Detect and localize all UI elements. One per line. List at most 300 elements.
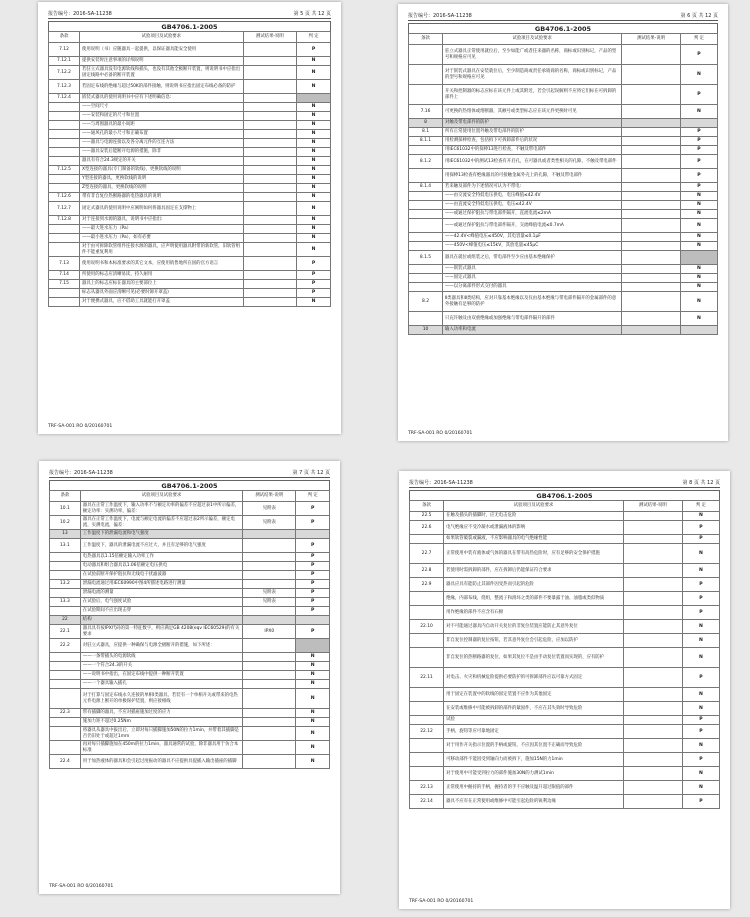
table-row bbox=[49, 66, 331, 80]
verdict-cell: N bbox=[682, 688, 719, 702]
clause-cell bbox=[49, 298, 80, 307]
requirement-cell: ——器具与电源连接以及各分离元件的互连方法 bbox=[80, 139, 244, 148]
table-row bbox=[50, 530, 330, 539]
verdict-cell bbox=[296, 616, 330, 625]
clause-cell: 8.1.2 bbox=[409, 155, 443, 169]
table-header-row bbox=[49, 32, 331, 43]
verdict-cell: P bbox=[296, 553, 330, 562]
table-row bbox=[49, 103, 331, 112]
clause-cell bbox=[409, 65, 443, 85]
verdict-cell bbox=[296, 530, 330, 539]
table-row bbox=[410, 544, 720, 564]
verdict-cell bbox=[297, 94, 331, 103]
result-cell bbox=[623, 725, 682, 739]
result-cell bbox=[243, 571, 296, 580]
verdict-cell: P bbox=[296, 516, 330, 530]
column-header: 条款 bbox=[410, 501, 444, 512]
requirement-cell: 对电击、火灾和机械危险提供必要防护的可拆卸部件应以可靠方式固定 bbox=[444, 668, 624, 688]
table-header-row bbox=[410, 501, 720, 512]
requirement-cell: 在试验后，电气强度试验 bbox=[80, 598, 242, 607]
result-cell bbox=[243, 662, 296, 671]
result-cell: 见附表 bbox=[243, 589, 296, 598]
result-cell bbox=[243, 80, 297, 94]
result-cell bbox=[243, 741, 296, 755]
clause-cell bbox=[50, 589, 81, 598]
verdict-cell: P bbox=[680, 155, 717, 169]
table-row bbox=[50, 755, 330, 769]
verdict-cell: P bbox=[680, 169, 717, 183]
result-cell bbox=[622, 65, 681, 85]
table-row bbox=[49, 243, 331, 257]
verdict-cell: N bbox=[297, 175, 331, 184]
table-row bbox=[409, 169, 718, 183]
table-row bbox=[49, 257, 331, 271]
result-cell bbox=[243, 607, 296, 616]
standard-title: GB4706.1-2005 bbox=[409, 490, 720, 500]
clause-cell: 7.14 bbox=[49, 271, 80, 280]
result-cell bbox=[243, 66, 297, 80]
clause-cell: 22.12 bbox=[410, 725, 444, 739]
table-row bbox=[49, 94, 331, 103]
verdict-cell: N bbox=[680, 105, 717, 119]
table-row bbox=[409, 45, 718, 65]
report-number: 报告编号：2016-SA-11238 bbox=[408, 13, 472, 19]
table-row bbox=[409, 326, 718, 335]
requirement-cell: ——器具安装后能断开电源的措施，除非 bbox=[80, 148, 244, 157]
requirement-cell: 开关和控制器的标志应标在该元件上或其附近，若会引起误解则不应将它们标在可拆卸的部件上 bbox=[442, 85, 621, 105]
clause-cell: 7.15 bbox=[49, 280, 80, 289]
table-row bbox=[50, 589, 330, 598]
clause-cell: 8.2 bbox=[409, 292, 443, 312]
table-row bbox=[50, 616, 330, 625]
clause-cell bbox=[410, 688, 444, 702]
column-header: 试验项目及试验要求 bbox=[80, 32, 244, 43]
result-cell bbox=[623, 592, 682, 606]
clause-cell: 13.2 bbox=[50, 580, 81, 589]
clause-cell bbox=[49, 175, 80, 184]
verdict-cell bbox=[680, 326, 717, 335]
requirement-cell: 泄漏电流通过用IEC60990中图4所描述电路进行测量 bbox=[80, 580, 242, 589]
verdict-cell: P bbox=[297, 280, 331, 289]
result-cell bbox=[623, 716, 682, 725]
verdict-cell bbox=[296, 639, 330, 653]
verdict-cell: N bbox=[680, 201, 717, 210]
page-number: 第 6 页 共 12 页 bbox=[680, 13, 718, 19]
result-cell bbox=[243, 639, 296, 653]
requirement-cell: 可移动部件不能因受到轴向力而被拆下，施加15N的力1min bbox=[444, 753, 624, 767]
verdict-cell: N bbox=[680, 312, 717, 326]
table-row bbox=[49, 280, 331, 289]
requirement-cell: ——一个器具输入插孔 bbox=[80, 680, 242, 689]
clause-cell bbox=[410, 716, 444, 725]
clause-cell bbox=[50, 662, 81, 671]
requirement-cell: ——或通过保护阻抗与带电部件隔开，交流峰值电流≤0.7mA bbox=[442, 219, 621, 233]
result-cell bbox=[243, 148, 297, 157]
result-cell bbox=[622, 169, 681, 183]
result-cell bbox=[243, 121, 297, 130]
page-header bbox=[408, 12, 718, 21]
result-cell bbox=[623, 512, 682, 521]
verdict-cell: N bbox=[296, 755, 330, 769]
result-cell bbox=[243, 755, 296, 769]
requirement-cell: 将器具从器具中拔出后，立即对每只插脚施加50N的拉力1min，并带着其插脚是否仍旧处于或超过1mm bbox=[80, 727, 242, 741]
test-table bbox=[48, 31, 331, 307]
clause-cell bbox=[50, 607, 81, 616]
verdict-cell: P bbox=[682, 668, 719, 688]
table-row bbox=[410, 795, 720, 809]
table-row bbox=[50, 671, 330, 680]
requirement-cell: 试验 bbox=[444, 716, 624, 725]
result-cell bbox=[243, 289, 297, 298]
table-row bbox=[409, 292, 718, 312]
verdict-cell: N bbox=[297, 121, 331, 130]
table-row bbox=[50, 689, 330, 709]
requirement-cell: 电气绝缘应不受冷凝水或泄漏液体的影响 bbox=[444, 521, 624, 535]
verdict-cell: N bbox=[297, 157, 331, 166]
table-row bbox=[50, 625, 330, 639]
requirement-cell: 在触及插头的插脚时，应无电击危险 bbox=[444, 512, 624, 521]
column-header: 判 定 bbox=[680, 34, 717, 45]
page-footer: TRF-SA-001 RO 0/20160701 bbox=[49, 884, 114, 889]
requirement-cell: 器具在就位或组装之后，带电部件至少应由基本绝缘保护 bbox=[442, 251, 621, 265]
result-cell bbox=[622, 251, 681, 265]
table-row bbox=[410, 648, 720, 668]
table-row bbox=[49, 289, 331, 298]
clause-cell bbox=[49, 121, 80, 130]
clause-cell bbox=[50, 653, 81, 662]
table-row bbox=[409, 219, 718, 233]
result-cell bbox=[243, 139, 297, 148]
result-cell bbox=[622, 292, 681, 312]
clause-cell: 22.8 bbox=[410, 564, 444, 578]
requirement-cell: 再对每只插脚施加在450m的拉力1min，器具通常的试验，除非器具用于仿合本标准 bbox=[80, 741, 242, 755]
table-row bbox=[50, 653, 330, 662]
clause-cell bbox=[50, 727, 81, 741]
verdict-cell: P bbox=[296, 580, 330, 589]
requirement-cell: 用IEC61032中的探棒13进行检查，不触及带电部件 bbox=[442, 146, 621, 155]
requirement-cell: ——通风孔的最小尺寸和正确布置 bbox=[80, 130, 244, 139]
clause-cell: 22.5 bbox=[410, 512, 444, 521]
requirement-cell: 对于便携式器具，应不借助工具就能打开罩盖 bbox=[80, 298, 244, 307]
result-cell bbox=[623, 620, 682, 634]
clause-cell bbox=[409, 312, 443, 326]
requirement-cell: 若驻立式器具没有电源软线和插头，也没有其他全极断开装置，则说明书中应指出固定线路中必备的断开装置 bbox=[80, 66, 244, 80]
requirement-cell: 若使用时需拆卸的部件，应在拆卸后仍能保证符合要求 bbox=[444, 564, 624, 578]
verdict-cell: P bbox=[297, 43, 331, 57]
clause-cell bbox=[50, 553, 81, 562]
table-row bbox=[409, 183, 718, 192]
requirement-cell: 正常使用中握持的手柄，握持者的手不应触及温升超过限值的部件 bbox=[444, 781, 624, 795]
table-row bbox=[409, 137, 718, 146]
clause-cell bbox=[410, 753, 444, 767]
page-header bbox=[48, 10, 331, 19]
verdict-cell: N bbox=[296, 671, 330, 680]
column-header: 测试结果-说明 bbox=[243, 491, 296, 502]
result-cell bbox=[243, 57, 297, 66]
requirement-cell: 对于用作开关指示位置的手柄或旋钮，不应因其位置不正确而导致危险 bbox=[444, 739, 624, 753]
result-cell bbox=[622, 210, 681, 219]
column-header: 条款 bbox=[49, 32, 80, 43]
result-cell bbox=[623, 564, 682, 578]
standard-title: GB4706.1-2005 bbox=[408, 23, 718, 33]
column-header: 判 定 bbox=[297, 32, 331, 43]
result-cell bbox=[243, 216, 297, 225]
verdict-cell: N bbox=[297, 225, 331, 234]
result-cell bbox=[623, 544, 682, 564]
table-row bbox=[49, 112, 331, 121]
verdict-cell: P bbox=[297, 271, 331, 280]
requirement-cell: 提供安装时注意事项的详细说明 bbox=[80, 57, 244, 66]
requirement-cell: Ⅱ类器具和Ⅱ类结构，应对只靠基本绝缘以及仅由基本绝缘与带电部件隔开的金属部件的意外接触有足够的防护 bbox=[442, 292, 621, 312]
table-row bbox=[50, 718, 330, 727]
requirement-cell: ——说明书中指出，在固定布线中提供一种断开装置 bbox=[80, 671, 242, 680]
result-cell bbox=[622, 137, 681, 146]
clause-cell bbox=[49, 289, 80, 298]
result-cell bbox=[243, 112, 297, 121]
table-row bbox=[409, 119, 718, 128]
clause-cell bbox=[409, 201, 443, 210]
test-table bbox=[409, 500, 720, 809]
requirement-cell: ——一条带插头的电源软线 bbox=[80, 653, 242, 662]
table-row bbox=[409, 251, 718, 265]
result-cell bbox=[243, 234, 297, 243]
verdict-cell: N bbox=[682, 781, 719, 795]
column-header: 测试结果-说明 bbox=[622, 34, 681, 45]
verdict-cell: N bbox=[680, 219, 717, 233]
requirement-cell: 对于使用中可能受到拉力的部件施加30N的力测试1min bbox=[444, 767, 624, 781]
result-cell bbox=[623, 702, 682, 716]
clause-cell bbox=[410, 702, 444, 716]
verdict-cell: N bbox=[680, 292, 717, 312]
clause-cell: 7.12.2 bbox=[49, 66, 80, 80]
clause-cell bbox=[409, 45, 443, 65]
table-row bbox=[410, 634, 720, 648]
verdict-cell: N bbox=[680, 265, 717, 274]
test-table bbox=[408, 33, 718, 335]
requirement-cell: 器具应具有能防止其部件因受热而引起的危险 bbox=[444, 578, 624, 592]
result-cell bbox=[243, 166, 297, 175]
clause-cell: 22.7 bbox=[410, 544, 444, 564]
table-row bbox=[49, 193, 331, 202]
clause-cell: 22.6 bbox=[410, 521, 444, 535]
requirement-cell: 对不可能通过器具内自动开关复位的非复位装置应能防止其意外复位 bbox=[444, 620, 624, 634]
verdict-cell: N bbox=[680, 242, 717, 251]
report-number: 报告编号：2016-SA-11238 bbox=[49, 470, 113, 476]
verdict-cell: N bbox=[297, 130, 331, 139]
verdict-cell: N bbox=[680, 65, 717, 85]
clause-cell bbox=[410, 739, 444, 753]
verdict-cell: N bbox=[297, 243, 331, 257]
clause-cell: 22.3 bbox=[50, 709, 81, 718]
result-cell bbox=[243, 653, 296, 662]
verdict-cell: N bbox=[296, 718, 330, 727]
clause-cell: 7.12 bbox=[49, 43, 80, 57]
clause-cell: 7.13 bbox=[49, 257, 80, 271]
requirement-cell: Y型连接的器具，更换软线的说明 bbox=[80, 175, 244, 184]
table-row bbox=[410, 620, 720, 634]
result-cell bbox=[243, 727, 296, 741]
requirement-cell: ——由直流安全特低电压供电，电压≤42.4V bbox=[442, 201, 621, 210]
table-row bbox=[409, 128, 718, 137]
page-number: 第 8 页 共 12 页 bbox=[682, 480, 720, 486]
verdict-cell: P bbox=[296, 625, 330, 639]
requirement-cell: 若固定布线的绝缘与超过50K的部件接触，则说明书应指出固定布线必备的防护 bbox=[80, 80, 244, 94]
requirement-cell: 用于固定在装置中的软线的固定装置不应作为其他固定 bbox=[444, 688, 624, 702]
table-row bbox=[49, 184, 331, 193]
verdict-cell: N bbox=[297, 139, 331, 148]
table-row bbox=[49, 157, 331, 166]
verdict-cell: N bbox=[682, 620, 719, 634]
table-row bbox=[410, 688, 720, 702]
table-row bbox=[409, 65, 718, 85]
verdict-cell: N bbox=[297, 193, 331, 202]
requirement-cell: 固定式器具的使用说明中应阐明如何将器具固定在支撑物上 bbox=[80, 202, 244, 216]
result-cell bbox=[623, 535, 682, 544]
clause-cell: 8.1.1 bbox=[409, 137, 443, 146]
column-header: 试验项目及试验要求 bbox=[444, 501, 624, 512]
requirement-cell: 输入功率和电流 bbox=[442, 326, 621, 335]
table-row bbox=[409, 312, 718, 326]
result-cell bbox=[623, 668, 682, 688]
table-row bbox=[409, 155, 718, 169]
clause-cell: 22.10 bbox=[410, 620, 444, 634]
result-cell bbox=[622, 85, 681, 105]
requirement-cell: ——与周围器具的最小间距 bbox=[80, 121, 244, 130]
result-cell bbox=[243, 689, 296, 709]
column-header: 试验项目及试验要求 bbox=[442, 34, 621, 45]
verdict-cell: N bbox=[682, 634, 719, 648]
clause-cell bbox=[410, 592, 444, 606]
clause-cell: 8.1.4 bbox=[409, 183, 443, 192]
table-row bbox=[49, 139, 331, 148]
requirement-cell: ——嵌装式器具 bbox=[442, 265, 621, 274]
clause-cell bbox=[409, 169, 443, 183]
verdict-cell: P bbox=[296, 607, 330, 616]
verdict-cell: P bbox=[680, 183, 717, 192]
verdict-cell: P bbox=[682, 535, 719, 544]
requirement-cell: 使用说明（书）应随器具一起提供，以保证器具能安全使用 bbox=[80, 43, 244, 57]
clause-cell: 22.11 bbox=[410, 668, 444, 688]
requirement-cell: ——空间尺寸 bbox=[80, 103, 244, 112]
result-cell bbox=[243, 562, 296, 571]
verdict-cell: N bbox=[296, 741, 330, 755]
standard-title: GB4706.1-2005 bbox=[49, 480, 330, 490]
table-row bbox=[410, 781, 720, 795]
table-row bbox=[49, 80, 331, 94]
result-cell bbox=[243, 94, 297, 103]
result-cell bbox=[622, 192, 681, 201]
clause-cell: 22.2 bbox=[50, 639, 81, 653]
result-cell bbox=[622, 155, 681, 169]
result-cell bbox=[243, 43, 297, 57]
clause-cell bbox=[49, 148, 80, 157]
result-cell bbox=[243, 243, 297, 257]
verdict-cell: N bbox=[297, 298, 331, 307]
verdict-cell: N bbox=[297, 184, 331, 193]
requirement-cell: 如果软管破裂或漏液，不应影响器具的电气绝缘性能 bbox=[444, 535, 624, 544]
table-row bbox=[49, 166, 331, 175]
result-cell bbox=[243, 718, 296, 727]
requirement-cell: 非自复位的热断路器的复位，如果其复位不是由手动复位装置而实现的，应有防护 bbox=[444, 648, 624, 668]
verdict-cell: N bbox=[680, 233, 717, 242]
report-number: 报告编号：2016-SA-11238 bbox=[48, 11, 112, 17]
table-row bbox=[410, 702, 720, 716]
result-cell bbox=[623, 767, 682, 781]
requirement-cell: 可更换的热熔体或熔断器，其额号或类型标志应在该元件更换时可见 bbox=[442, 105, 621, 119]
result-cell bbox=[243, 553, 296, 562]
report-page bbox=[39, 461, 340, 894]
table-row bbox=[409, 201, 718, 210]
clause-cell: 7.12.4 bbox=[49, 94, 80, 103]
clause-cell: 8.1.5 bbox=[409, 251, 443, 265]
table-row bbox=[410, 564, 720, 578]
clause-cell bbox=[409, 85, 443, 105]
requirement-cell: 正常使用中装有液体或气体的器具在带有高热危险时，应有足够的安全保护措施 bbox=[444, 544, 624, 564]
table-row bbox=[409, 85, 718, 105]
table-row bbox=[409, 105, 718, 119]
result-cell: 见附表 bbox=[243, 502, 296, 516]
clause-cell bbox=[409, 233, 443, 242]
table-row bbox=[49, 121, 331, 130]
table-row bbox=[410, 606, 720, 620]
clause-cell: 7.12.1 bbox=[49, 57, 80, 66]
table-row bbox=[50, 539, 330, 553]
table-row bbox=[409, 233, 718, 242]
verdict-cell: N bbox=[297, 66, 331, 80]
requirement-cell: 器具上的标志应标在器具的主要部位上 bbox=[80, 280, 244, 289]
table-row bbox=[50, 571, 330, 580]
requirement-cell: ——以分离部件形式交付的器具 bbox=[442, 283, 621, 292]
verdict-cell: N bbox=[297, 57, 331, 66]
verdict-cell: N bbox=[297, 148, 331, 157]
result-cell bbox=[622, 146, 681, 155]
requirement-cell: 用探棒13检查有绝缘器具的可接触金属外壳上的孔隙，不触及带电部件 bbox=[442, 169, 621, 183]
verdict-cell: N bbox=[296, 709, 330, 718]
result-cell bbox=[622, 265, 681, 274]
result-cell bbox=[243, 184, 297, 193]
table-row bbox=[49, 271, 331, 280]
verdict-cell: N bbox=[680, 274, 717, 283]
verdict-cell: N bbox=[682, 767, 719, 781]
table-row bbox=[50, 598, 330, 607]
clause-cell bbox=[50, 671, 81, 680]
result-cell bbox=[243, 709, 296, 718]
clause-cell: 22.14 bbox=[410, 795, 444, 809]
verdict-cell: P bbox=[682, 716, 719, 725]
requirement-cell: 器具具有按IPX代码的第一特征数字，则应满足GB 4208(eqv IEC60529)的有关要求 bbox=[80, 625, 242, 639]
table-row bbox=[410, 535, 720, 544]
table-row bbox=[49, 202, 331, 216]
table-row bbox=[50, 516, 330, 530]
clause-cell bbox=[50, 718, 81, 727]
clause-cell bbox=[409, 146, 443, 155]
requirement-cell: ——最小进水压力（Pa），如有必要 bbox=[80, 234, 244, 243]
clause-cell bbox=[409, 283, 443, 292]
table-row bbox=[50, 741, 330, 755]
clause-cell: 22.1 bbox=[50, 625, 81, 639]
requirement-cell: 手柄、旋钮等应可靠地固定 bbox=[444, 725, 624, 739]
result-cell bbox=[243, 671, 296, 680]
requirement-cell: 绝缘，内部布线，绕组，整流子和滑环之类的部件不要暴露于油、油脂或类似物质 bbox=[444, 592, 624, 606]
result-cell bbox=[243, 175, 297, 184]
report-page bbox=[399, 471, 730, 909]
clause-cell bbox=[410, 606, 444, 620]
result-cell bbox=[623, 606, 682, 620]
verdict-cell: P bbox=[680, 146, 717, 155]
clause-cell: 22.4 bbox=[50, 755, 81, 769]
clause-cell: 10.2 bbox=[50, 516, 81, 530]
result-cell bbox=[243, 257, 297, 271]
